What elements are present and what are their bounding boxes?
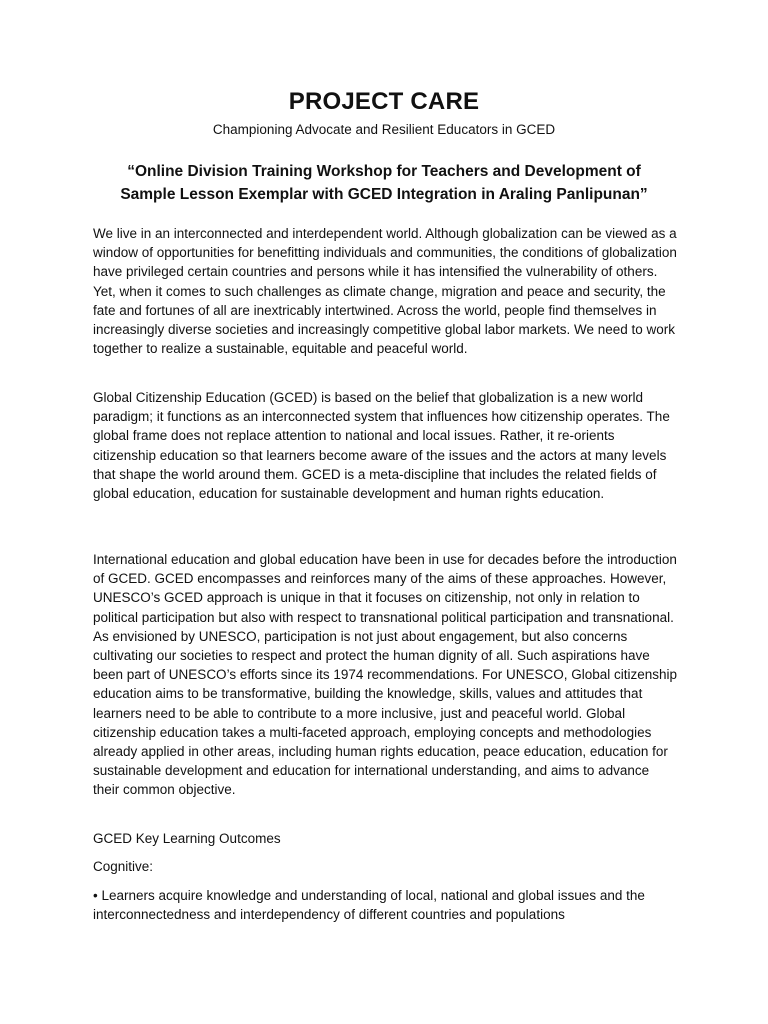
page-subtitle: Championing Advocate and Resilient Educators in GCED [212,122,556,137]
cognitive-label: Cognitive: [93,859,154,874]
paragraph-interconnected-world: We live in an interconnected and interdependent world. Although globalization can be viewed as a window of opportunities for benefitting individuals and communities, the conditions of globalization have privileged certain countries and persons while it has intensified the vulnerability of others. Yet, when it comes to such challenges as climate change, migration and peace and security, the fate and fortunes of all are inextricably intertwined. Across the world, people find themselves in increasingly diverse societies and increasingly competitive global labor markets. We need to work together to realize a sustainable, equitable and peaceful world. [93,226,677,357]
paragraph-gced-definition: Global Citizenship Education (GCED) is based on the belief that globalization is a new world paradigm; it functions as an interconnected system that influences how citizenship operates. The global frame does not replace attention to national and local issues. Rather, it re-orients citizenship education so that learners become aware of the issues and the actors at many levels that shape the world around them. GCED is a meta-discipline that includes the related fields of global education, education for sustainable development and human rights education. [93,390,670,502]
learning-outcomes-heading: GCED Key Learning Outcomes [93,831,281,846]
workshop-heading [100,160,668,206]
paragraph-unesco-approach: International education and global education have been in use for decades before the introduction of GCED. GCED encompasses and reinforces many of the aims of these approaches. However, UNESCO’s GCED approach is unique in that it focuses on citizenship, not only in relation to political participation but also with respect to transnational political participation and transnational. As envisioned by UNESCO, participation is not just about engagement, but also concerns cultivating our societies to respect and protect the human dignity of all. Such aspirations have been part of UNESCO’s efforts since its 1974 recommendations. For UNESCO, Global citizenship education aims to be transformative, building the knowledge, skills, values and attitudes that learners need to be able to contribute to a more inclusive, just and peaceful world. Global citizenship education takes a multi-faceted approach, employing concepts and methodologies already applied in other areas, including human rights education, peace education, education for sustainable development and education for international understanding, and aims to advance their common objective. [93,552,678,798]
workshop-heading-line-1: “Online Division Training Workshop for Teachers and Development of [127,163,641,180]
page-title: PROJECT CARE [288,88,480,115]
workshop-heading-line-2: Sample Lesson Exemplar with GCED Integration in Araling Panlipunan” [120,186,648,203]
cognitive-bullet-item: • Learners acquire knowledge and understanding of local, national and global issues and the interconnectedness and interdependency of different countries and populations [93,888,645,923]
